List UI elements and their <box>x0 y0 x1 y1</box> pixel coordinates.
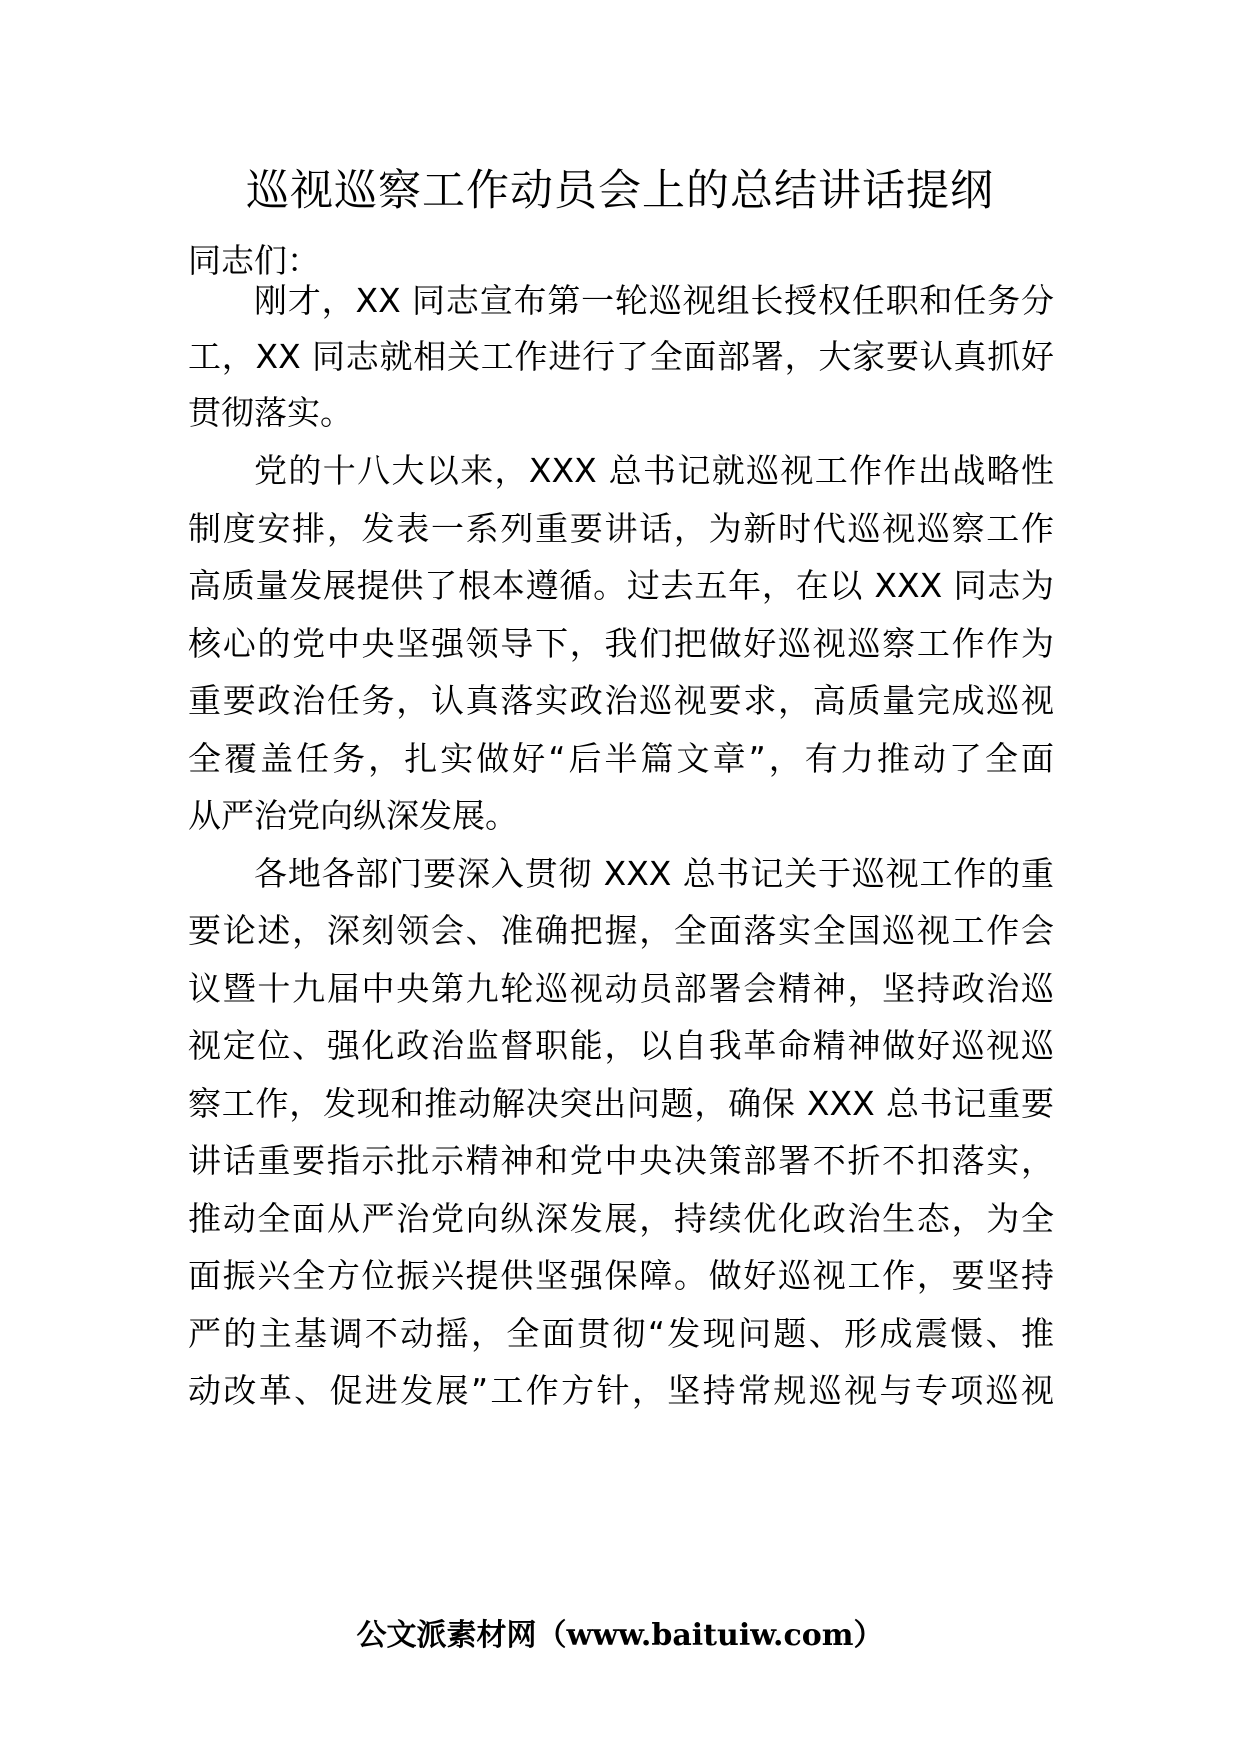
paragraph-3-line-4: 视定位、强化政治监督职能，以自我革命精神做好巡视巡 <box>188 1026 1054 1065</box>
paragraph-3-line-6: 讲话重要指示批示精神和党中央决策部署不折不扣落实， <box>188 1141 1054 1180</box>
paragraph-3-line-10: 动改革、促进发展”工作方针，坚持常规巡视与专项巡视 <box>188 1371 1054 1410</box>
paragraph-2-line-2: 制度安排，发表一系列重要讲话，为新时代巡视巡察工作 <box>188 509 1054 548</box>
paragraph-3-line-8: 面振兴全方位振兴提供坚强保障。做好巡视工作，要坚持 <box>188 1256 1054 1295</box>
paragraph-2-line-1: 党的十八大以来，XXX 总书记就巡视工作作出战略性 <box>254 451 1054 490</box>
paragraph-1-line-1: 刚才，XX 同志宣布第一轮巡视组长授权任职和任务分 <box>254 281 1054 320</box>
paragraph-3-line-1: 各地各部门要深入贯彻 XXX 总书记关于巡视工作的重 <box>254 854 1054 893</box>
document-title: 巡视巡察工作动员会上的总结讲话提纲 <box>246 166 994 216</box>
paragraph-3-line-7: 推动全面从严治党向纵深发展，持续优化政治生态，为全 <box>188 1199 1054 1238</box>
paragraph-2-line-5: 重要政治任务，认真落实政治巡视要求，高质量完成巡视 <box>188 681 1054 720</box>
paragraph-2-line-3: 高质量发展提供了根本遵循。过去五年，在以 XXX 同志为 <box>188 566 1054 605</box>
paragraph-3-line-9: 严的主基调不动摇，全面贯彻“发现问题、形成震慑、推 <box>188 1314 1054 1353</box>
paragraph-3-line-5: 察工作，发现和推动解决突出问题，确保 XXX 总书记重要 <box>188 1084 1054 1123</box>
footer-watermark: 公文派素材网（www.baituiw.com） <box>356 1618 884 1653</box>
paragraph-1-line-3: 贯彻落实。 <box>188 393 353 432</box>
paragraph-2-line-4: 核心的党中央坚强领导下，我们把做好巡视巡察工作作为 <box>188 624 1054 663</box>
paragraph-3-line-3: 议暨十九届中央第九轮巡视动员部署会精神，坚持政治巡 <box>188 969 1054 1008</box>
paragraph-2-line-7: 从严治党向纵深发展。 <box>188 796 518 835</box>
salutation: 同志们： <box>188 241 320 280</box>
paragraph-3-line-2: 要论述，深刻领会、准确把握，全面落实全国巡视工作会 <box>188 911 1054 950</box>
paragraph-1-line-2: 工，XX 同志就相关工作进行了全面部署，大家要认真抓好 <box>188 337 1054 376</box>
paragraph-2-line-6: 全覆盖任务，扎实做好“后半篇文章”，有力推动了全面 <box>188 739 1054 778</box>
